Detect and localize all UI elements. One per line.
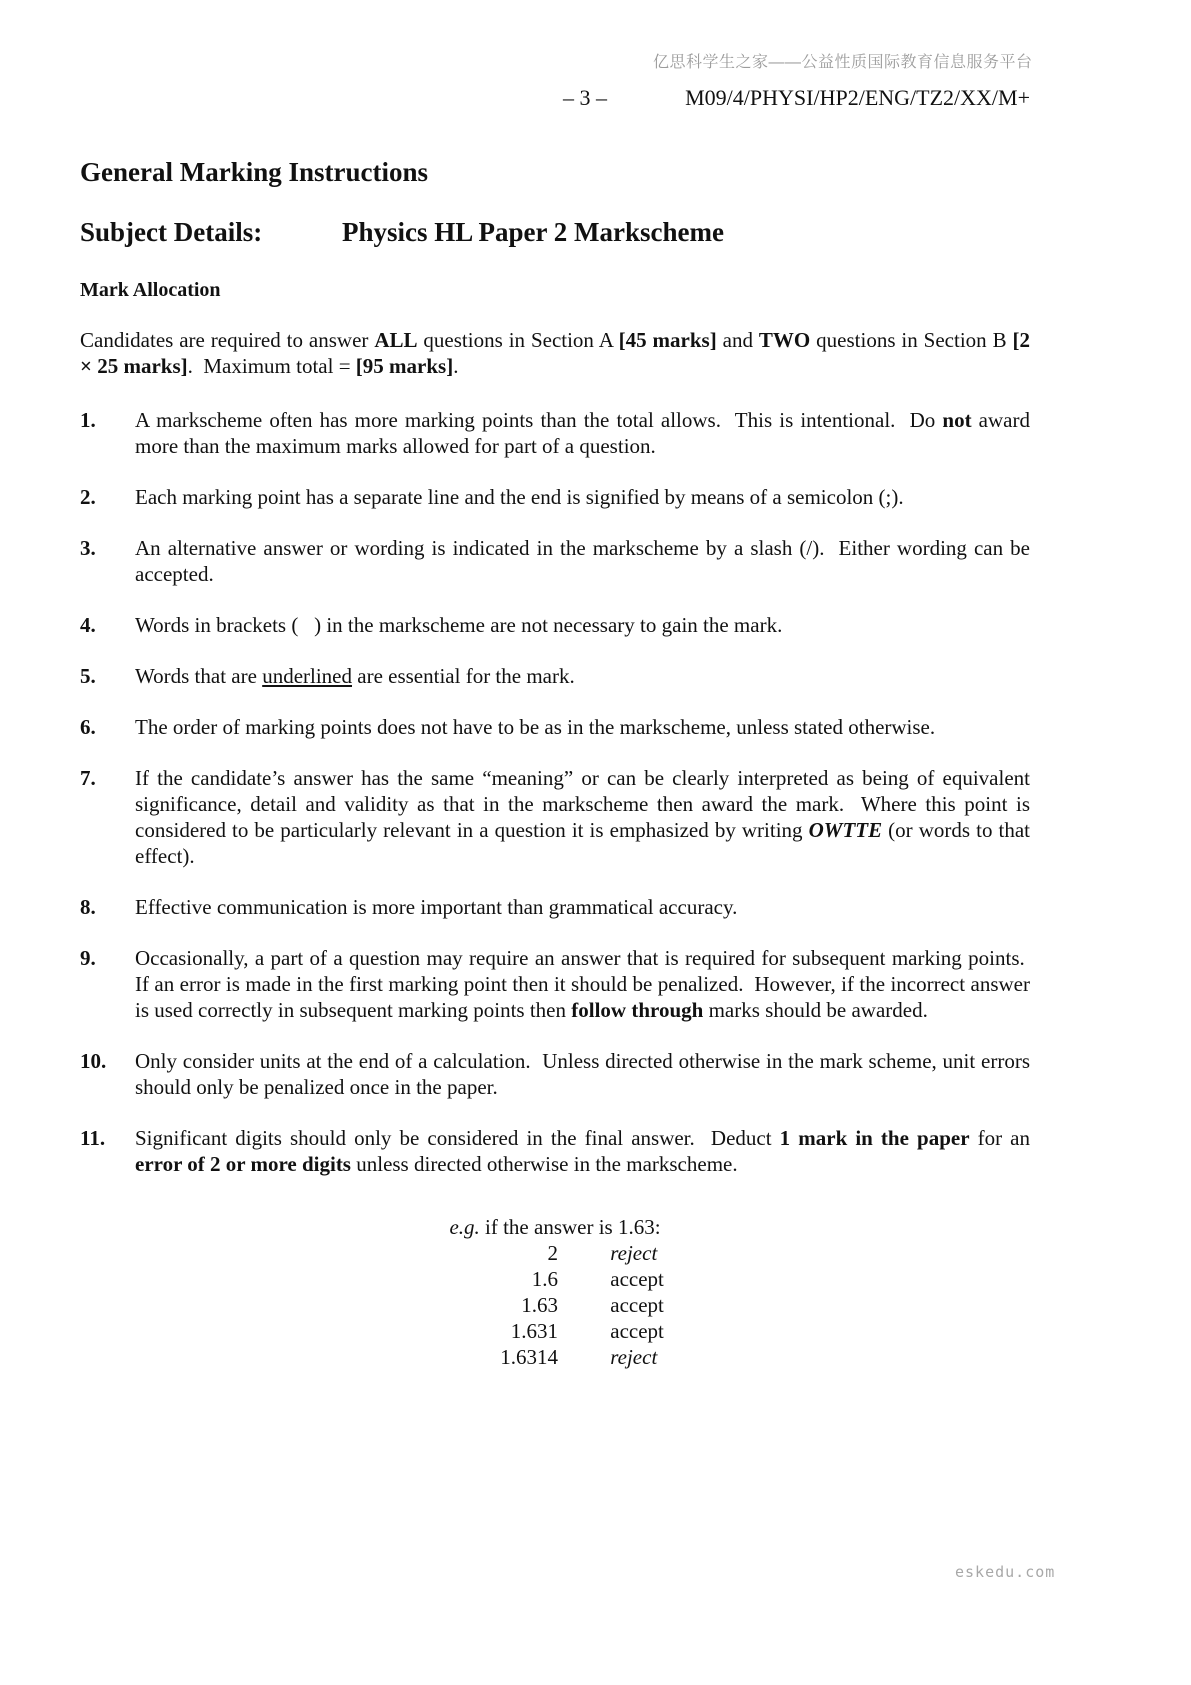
page-number: – 3 – [563, 85, 607, 110]
text-segment: for an [969, 1126, 1030, 1150]
example-verdict: accept [610, 1293, 664, 1317]
item-number: 7. [80, 766, 96, 790]
text-segment: TWO [758, 328, 811, 352]
item-number: 3. [80, 536, 96, 560]
example-verdict: reject [610, 1241, 658, 1265]
text-segment: [2 × 25 marks] [80, 328, 1031, 378]
example-verdict: accept [610, 1267, 664, 1291]
instruction-item [80, 407, 1030, 459]
subject-details-value: Physics HL Paper 2 Markscheme [342, 217, 724, 247]
instruction-item [80, 663, 1030, 689]
instruction-item [80, 535, 1030, 587]
text-segment: Significant digits should only be considered in the final answer. Deduct [135, 1126, 780, 1150]
instruction-item [80, 714, 1030, 740]
text-segment: and [716, 328, 759, 352]
text-segment: . [453, 354, 459, 378]
item-text [135, 1126, 1030, 1176]
instruction-item [80, 945, 1030, 1023]
text-segment: Occasionally, a part of a question may require an answer that is required for subsequent marking points. If an error is made in the first marking point then it should be penalized. However, if the incorrect answer is used correctly in subsequent marking points then [135, 946, 1030, 1022]
example-value: 2 [547, 1241, 558, 1265]
text-segment: (or words to that effect). [135, 818, 1030, 868]
text-segment: Words that are [135, 664, 263, 688]
text-segment: OWTTE [808, 818, 883, 842]
text-segment: not [942, 408, 972, 432]
item-text [135, 613, 782, 637]
item-text [135, 536, 1030, 586]
example-row [80, 1292, 1030, 1318]
example-value: 1.6314 [500, 1345, 558, 1369]
example-verdict: reject [610, 1345, 658, 1369]
example-row [80, 1344, 1030, 1370]
example-rows [80, 1240, 1030, 1370]
document-code: M09/4/PHYSI/HP2/ENG/TZ2/XX/M+ [685, 85, 1030, 110]
text-segment: [95 marks] [355, 354, 454, 378]
item-number: 11. [80, 1126, 106, 1150]
instruction-item [80, 1048, 1030, 1100]
text-segment: underlined [262, 664, 352, 688]
text-segment: ALL [374, 328, 418, 352]
item-text [135, 664, 575, 688]
text-segment: questions in Section A [417, 328, 619, 352]
text-segment: 1 mark in the paper [779, 1126, 970, 1150]
instruction-item [80, 612, 1030, 638]
text-segment: An alternative answer or wording is indicated in the markscheme by a slash (/). Either wording can be accepted. [135, 536, 1030, 586]
text-segment: If the candidate’s answer has the same “meaning” or can be clearly interpreted as being of equivalent significance, detail and validity as that in the markscheme then award the mark. Where this point is considered to be particularly relevant in a question it is emphasized by writing [135, 766, 1030, 842]
example-row [80, 1266, 1030, 1292]
text-segment: unless directed otherwise in the markscheme. [350, 1152, 738, 1176]
item-number: 8. [80, 895, 96, 919]
text-segment: A markscheme often has more marking points than the total allows. This is intentional. Do [135, 408, 943, 432]
page-title: General Marking Instructions [80, 157, 428, 187]
watermark-text: eskedu.com [955, 1563, 1056, 1581]
item-number: 9. [80, 946, 96, 970]
text-segment: e.g. [449, 1215, 480, 1239]
item-text [135, 946, 1030, 1022]
example-value: 1.631 [510, 1319, 558, 1343]
text-segment: Each marking point has a separate line and the end is signified by means of a semicolon (;). [135, 485, 904, 509]
example-value: 1.63 [521, 1293, 558, 1317]
example-verdict: accept [610, 1319, 664, 1343]
instruction-item [80, 765, 1030, 869]
item-number: 5. [80, 664, 96, 688]
subject-details-label: Subject Details: [80, 217, 263, 247]
text-segment: . Maximum total = [187, 354, 356, 378]
intro-paragraph [80, 327, 1030, 379]
example-value: 1.6 [531, 1267, 558, 1291]
example-row [80, 1240, 1030, 1266]
item-text [135, 766, 1030, 868]
item-number: 6. [80, 715, 96, 739]
item-text [135, 485, 904, 509]
instruction-item [80, 1125, 1030, 1177]
item-text [135, 895, 737, 919]
item-text [135, 1049, 1030, 1099]
text-segment: Words in brackets ( ) in the markscheme are not necessary to gain the mark. [135, 613, 783, 637]
example-row [80, 1318, 1030, 1344]
site-banner-text: 亿思科学生之家——公益性质国际教育信息服务平台 [653, 54, 1033, 71]
instruction-item [80, 484, 1030, 510]
instruction-list [80, 407, 1030, 1202]
text-segment: Only consider units at the end of a calculation. Unless directed otherwise in the mark scheme, unit errors should only be penalized once in the paper. [135, 1049, 1030, 1099]
item-text [135, 715, 935, 739]
text-segment: marks should be awarded. [703, 998, 928, 1022]
example-block [80, 1214, 1030, 1370]
item-number: 2. [80, 485, 96, 509]
item-number: 1. [80, 408, 96, 432]
text-segment: Candidates are required to answer [80, 328, 375, 352]
text-segment: questions in Section B [810, 328, 1013, 352]
instruction-item [80, 894, 1030, 920]
item-text [135, 408, 1030, 458]
text-segment: Effective communication is more important than grammatical accuracy. [135, 895, 738, 919]
text-segment: award more than the maximum marks allowed for part of a question. [135, 408, 1030, 458]
text-segment: error of 2 or more digits [135, 1152, 351, 1176]
text-segment: are essential for the mark. [352, 664, 575, 688]
item-number: 4. [80, 613, 96, 637]
section-heading-mark-allocation: Mark Allocation [80, 279, 221, 301]
text-segment: follow through [571, 998, 704, 1022]
item-number: 10. [80, 1049, 107, 1073]
example-heading [80, 1214, 1030, 1240]
text-segment: if the answer is 1.63: [479, 1215, 661, 1239]
text-segment: The order of marking points does not have to be as in the markscheme, unless stated otherwise. [135, 715, 936, 739]
text-segment: [45 marks] [618, 328, 717, 352]
